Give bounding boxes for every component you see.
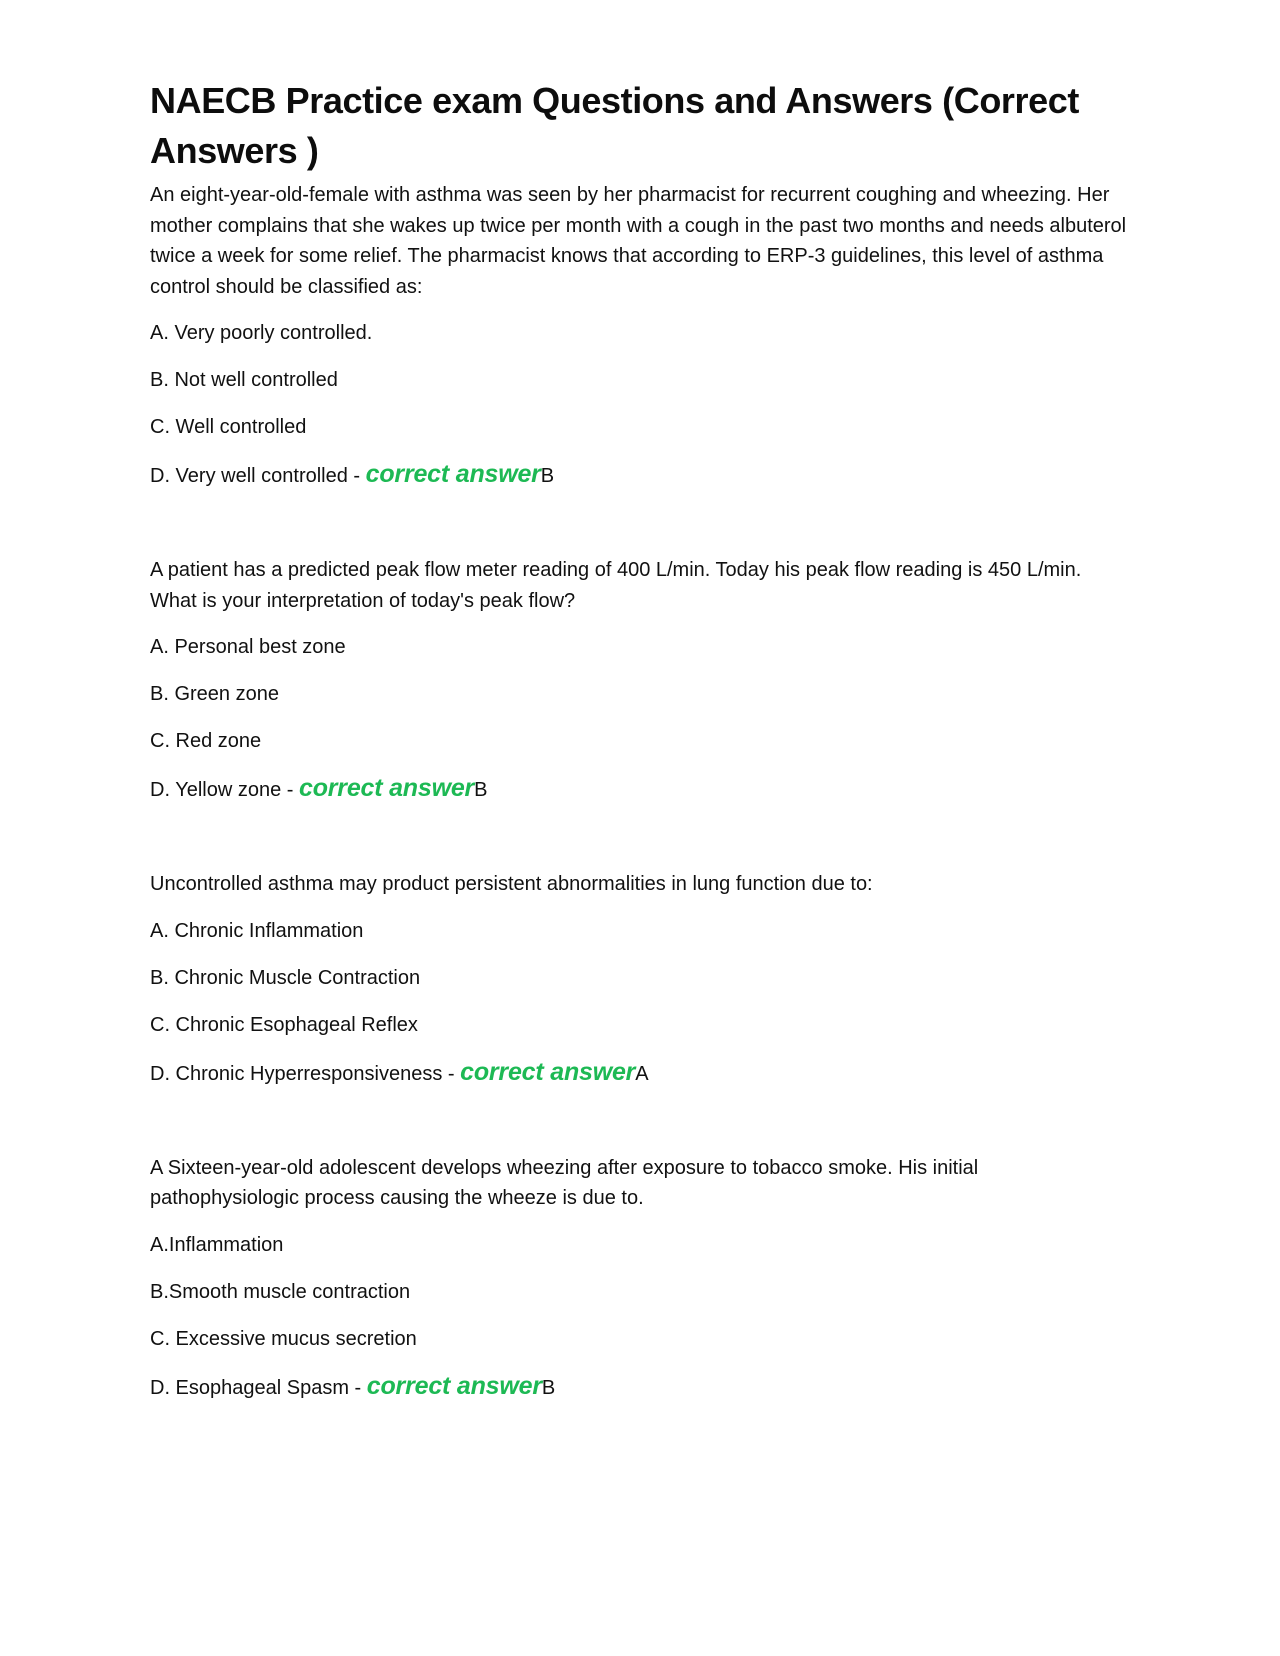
option-d: [150, 1057, 1130, 1089]
option-c: C. Excessive mucus secretion: [150, 1327, 417, 1350]
correct-answer-label: correct answer: [460, 1057, 636, 1086]
option-a: A. Chronic Inflammation: [150, 919, 364, 942]
correct-answer-label: correct answer: [365, 460, 541, 488]
option-b: B.Smooth muscle contraction: [150, 1280, 411, 1303]
option-d: [150, 1371, 1130, 1403]
option-c: C. Red zone: [150, 730, 262, 752]
correct-answer-letter: B: [541, 1376, 556, 1399]
option-a: A. Personal best zone: [150, 636, 346, 658]
question-stem: Uncontrolled asthma may product persistent abnormalities in lung function due to:: [150, 873, 873, 895]
question-stem: A Sixteen-year-old adolescent develops wheezing after exposure to tobacco smoke. His initial pathophysiologic process causing the wheeze is due to.: [150, 1156, 979, 1209]
option-d-text: D. Chronic Hyperresponsiveness -: [150, 1062, 461, 1085]
option-list: [150, 632, 1130, 805]
option-d-text: D. Yellow zone -: [150, 779, 299, 801]
option-list: [150, 916, 1130, 1089]
option-d-text: D. Esophageal Spasm -: [150, 1376, 367, 1399]
document-title: NAECB Practice exam Questions and Answers (Correct Answers ): [150, 80, 1079, 171]
question-1: [150, 180, 1130, 491]
option-a: A. Very poorly controlled.: [150, 322, 373, 344]
option-list: [150, 318, 1130, 491]
option-list: [150, 1230, 1130, 1403]
question-stem: A patient has a predicted peak flow meter reading of 400 L/min. Today his peak flow reading is 450 L/min. What is your interpretation of today's peak flow?: [150, 559, 1082, 612]
option-d: [150, 773, 1130, 805]
question-3: [150, 869, 1130, 1089]
correct-answer-label: correct answer: [366, 1371, 542, 1400]
option-d: [150, 459, 1130, 491]
correct-answer-letter: A: [635, 1062, 649, 1085]
option-c: C. Chronic Esophageal Reflex: [150, 1013, 418, 1036]
question-2: [150, 555, 1130, 805]
correct-answer-letter: B: [540, 465, 555, 487]
question-4: [150, 1153, 1130, 1403]
option-b: B. Not well controlled: [150, 369, 338, 391]
option-c: C. Well controlled: [150, 416, 307, 438]
correct-answer-label: correct answer: [298, 774, 475, 802]
correct-answer-letter: B: [474, 779, 488, 801]
option-d-text: D. Very well controlled -: [150, 465, 366, 487]
question-stem: An eight-year-old-female with asthma was seen by her pharmacist for recurrent coughing and wheezing. Her mother complains that she wakes up twice per month with a cough in the past two months and needs albuterol twice a week for some relief. The pharmacist knows that according to ERP-3 guidelines, this level of asthma control should be classified as:: [150, 184, 1127, 298]
option-b: B. Green zone: [150, 683, 279, 705]
option-b: B. Chronic Muscle Contraction: [150, 966, 421, 989]
option-a: A.Inflammation: [150, 1233, 284, 1256]
